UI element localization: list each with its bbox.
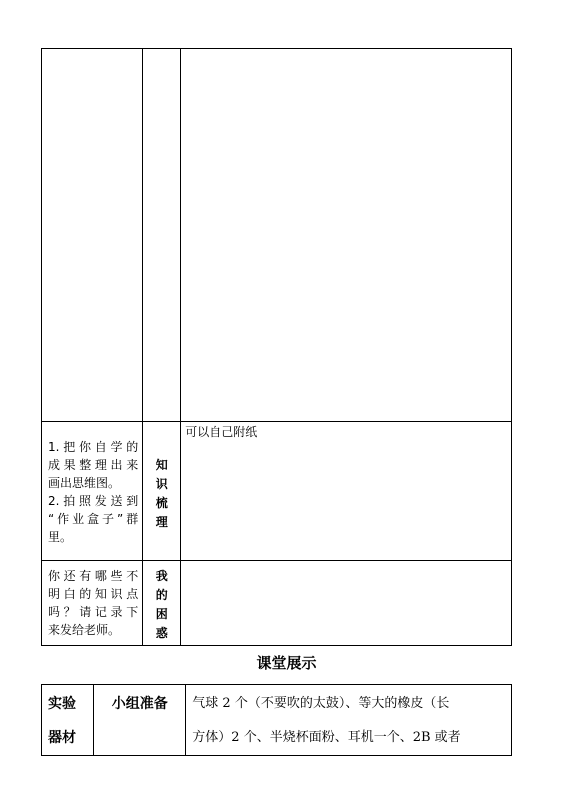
confusion-content-cell (181, 561, 512, 646)
equipment-label-line: 实验 (48, 696, 76, 712)
confusion-instructions-cell (42, 561, 143, 646)
equipment-list-line: 方体）2 个、半烧杯面粉、耳机一个、2B 或者 (192, 730, 461, 745)
confusion-instruction-line: 你还有哪些不 (48, 569, 139, 583)
equipment-label-cell (42, 685, 94, 756)
blank-row (42, 49, 512, 422)
equipment-list-line: 气球 2 个（不要吹的太鼓）、等大的橡皮（长 (192, 696, 450, 711)
confusion-row (42, 561, 512, 646)
blank-cell-label (143, 49, 181, 422)
worksheet-table (41, 48, 512, 646)
confusion-label-cell (143, 561, 181, 646)
knowledge-instruction-line: 1.把你自学的 (48, 440, 139, 454)
knowledge-label-char: 知 (155, 458, 168, 472)
knowledge-content-cell (181, 422, 512, 561)
confusion-label-char: 困 (155, 607, 168, 621)
knowledge-instruction-line: 成果整理出来 (48, 458, 139, 472)
knowledge-label-char: 识 (155, 477, 168, 491)
equipment-list-cell (186, 685, 512, 756)
knowledge-instruction-line: 里。 (48, 530, 73, 544)
confusion-instruction-line: 明白的知识点 (48, 587, 139, 601)
group-prep-cell (94, 685, 186, 756)
blank-cell-instructions (42, 49, 143, 422)
knowledge-label (143, 422, 180, 532)
confusion-instruction-line: 来发给老师。 (48, 623, 121, 637)
confusion-label (143, 561, 180, 643)
knowledge-instruction-line: 2.拍照发送到 (48, 494, 139, 508)
equipment-list (186, 685, 511, 755)
equipment-label (42, 685, 93, 755)
blank-cell-content (181, 49, 512, 422)
confusion-instruction-line: 吗？请记录下 (48, 605, 139, 619)
knowledge-label-cell (143, 422, 181, 561)
confusion-label-char: 的 (155, 588, 168, 602)
knowledge-instruction-line: 画出思维图。 (48, 476, 121, 490)
group-prep-label: 小组准备 (111, 696, 168, 712)
attach-paper-note: 可以自己附纸 (185, 425, 258, 439)
knowledge-row (42, 422, 512, 561)
confusion-label-char: 惑 (155, 626, 168, 640)
knowledge-instructions-cell (42, 422, 143, 561)
equipment-label-line: 器材 (48, 730, 76, 746)
confusion-label-char: 我 (155, 569, 168, 583)
knowledge-instruction-line: “作业盒子”群 (48, 512, 139, 526)
equipment-table (41, 684, 512, 756)
section-title: 课堂展示 (256, 654, 317, 672)
knowledge-label-char: 梳 (155, 496, 168, 510)
knowledge-label-char: 理 (155, 515, 168, 529)
equipment-row (42, 685, 512, 756)
